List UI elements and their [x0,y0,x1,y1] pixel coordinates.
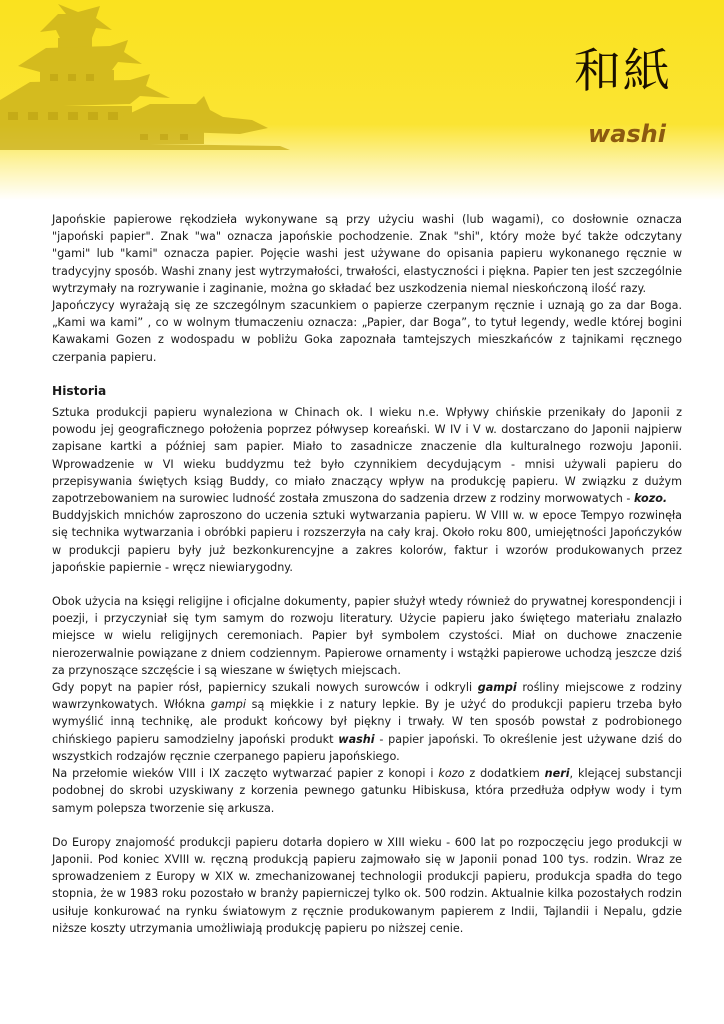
p4-text-c: są miękkie i z natury lepkie. By je użyć do produkcji papieru trzeba było wymyślić inną technikę, ale produkt końcowy był piękny i trwały. W ten sposób powstał z podrobionego chińskiego papieru samodzielny japoński produkt [52,698,682,746]
historia-paragraph-3: Obok użycia na księgi religijne i oficjalne dokumenty, papier służył wtedy również do prywatnej korespondencji i poezji, i przyczyniał się tym samym do rozwoju literatury. Użycie papieru jako świętego materiału znalazło miejsce w wielu religijnych ceremoniach. Papier był symbolem czystości. Miał on duchowe znaczenie nierozerwalnie powiązane z dniem codziennym. Papierowe ornamenty i wstążki papierowe uchodzą jeszcze dziś za przynoszące szczęście i są wieszane w świętych miejscach. [52,595,682,677]
p5-text-b: z dodatkiem [464,767,545,781]
header-banner [0,0,724,200]
historia-paragraph-1 [52,404,682,507]
p4-text-d: - papier japoński. To określenie jest używane dziś do wszystkich rodzajów ręcznie czerpanego papieru japońskiego. [52,732,682,763]
historia-paragraph-6: Do Europy znajomość produkcji papieru dotarła dopiero w XIII wieku - 600 lat po rozpoczęciu jego produkcji w Japonii. Pod koniec XVIII w. ręczną produkcją papieru zajmowało się w Japonii ponad 100 tys. rodzin. Wraz ze sprowadzeniem z Europy w XIX w. zmechanizowanej technologii produkcji papieru, produkcja spadła do tego stopnia, że w 1983 roku pozostało w branży papierniczej tylko ok. 500 rodzin. Aktualnie kilka pozostałych rodzin usiłuje konkurować na rynku światowym z ręcznie produkowanym papierem z Indii, Tajlandii i Nepalu, gdzie niższe koszty utrzymania umożliwiają produkcję papieru po niższej cenie. [52,835,682,935]
term-kozo-italic: kozo [438,767,465,781]
page-title: washi [588,120,666,148]
p5-text-a: Na przełomie wieków VIII i IX zaczęto wytwarzać papier z konopi i [52,767,439,781]
castle-illustration [0,0,290,165]
historia-paragraph-2: Buddyjskich mnichów zaproszono do uczenia sztuki wytwarzania papieru. W VIII w. w epoce Tempyo rozwinęła się technika wytwarzania i obróbki papieru i rozszerzyła na cały kraj. Około roku 800, umiejętności Japończyków w produkcji papieru były już bezkonkurencyjne a zakres kolorów, faktur i wzorów produkowanych przez japońskie papiernie - wręcz niewiarygodny. [52,509,682,574]
term-gampi-bold: gampi [477,681,517,695]
article-body [52,211,682,937]
term-kozo: kozo. [633,492,668,506]
intro-paragraph-2: Japończycy wyrażają się ze szczególnym szacunkiem o papierze czerpanym ręcznie i uznają go za dar Boga. „Kami wa kami” , co w wolnym tłumaczeniu oznacza: „Papier, dar Boga”, to tytuł legendy, wedle której bogini Kawakami Gozen z wodospadu w pobliżu Goka zapoznała tamtejszych mieszkańców z tajnikami ręcznego czerpania papieru. [52,299,682,364]
term-gampi-italic: gampi [210,698,246,712]
p4-text-b: rośliny miejscowe z rodziny wawrzynkowatych. Włókna [52,681,682,712]
intro-paragraph-1: Japońskie papierowe rękodzieła wykonywane są przy użyciu washi (lub wagami), co dosłownie oznacza "japoński papier". Znak "wa" oznacza japońskie pochodzenie. Znak "shi", który może być także odczytany "gami" lub "kami" oznacza papier. Pojęcie washi jest używane do opisania papieru wykonanego ręcznie w tradycyjny sposób. Washi znany jest wytrzymałości, trwałości, elastyczności i piękna. Papier ten jest szczególnie wytrzymały na rozrywanie i zaginanie, można go składać bez uszkodzenia niemal nieskończoną ilość razy. [52,213,682,295]
historia-paragraph-4 [52,679,682,765]
term-neri: neri [544,767,570,781]
kanji-title: 和紙 [574,44,672,99]
p5-text-c: , klejącej substancji podobnej do skrobi uzyskiwany z korzenia pewnego gatunku Hibiskusa, która przedłuża odpływ wody i tym samym polepsza tworzenie się arkusza. [52,767,683,815]
historia-p1-text: Sztuka produkcji papieru wynaleziona w Chinach ok. I wieku n.e. Wpływy chińskie przenikały do Japonii z powodu jej geograficznego położenia poprzez półwysep koreański. W IV i V w. dostarczano do Japonii najpierw zapisane kartki a później sam papier. Miało to zasadnicze znaczenie dla kulturalnego rozwoju Japonii. Wprowadzenie w VI wieku buddyzmu też było czynnikiem decydującym - mnisi używali papieru do przepisywania świętych ksiąg Buddy, co miało znaczący wpływ na produkcję papieru. W związku z dużym zapotrzebowaniem na surowiec ludność została zmuszona do sadzenia drzew z rodziny morwowatych - [52,406,682,506]
term-washi: washi [338,732,375,746]
section-heading-historia: Historia [52,383,107,398]
historia-paragraph-5 [52,765,682,817]
p4-text-a: Gdy popyt na papier rósł, papiernicy szukali nowych surowców i odkryli [52,681,478,695]
